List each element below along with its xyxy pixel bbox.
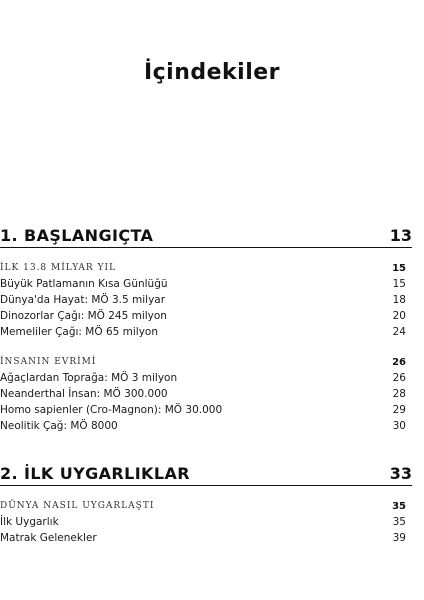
section-title: İLK 13.8 MİLYAR YIL: [0, 263, 117, 273]
section-title: DÜNYA NASIL UYGARLAŞTI: [0, 501, 155, 511]
section-title: İNSANIN EVRİMİ: [0, 357, 97, 367]
section-insanin-evrimi: [0, 356, 412, 435]
entry-page-number: 29: [392, 404, 406, 416]
entry-title: Matrak Gelenekler: [0, 532, 97, 544]
entry-title: Büyük Patlamanın Kısa Günlüğü: [0, 278, 168, 290]
section-page-number: 26: [392, 357, 406, 368]
entry-page-number: 20: [392, 310, 406, 322]
entry-title: Dünya'da Hayat: MÖ 3.5 milyar: [0, 294, 166, 306]
toc-entry[interactable]: [0, 371, 412, 387]
entry-title: Neolitik Çağ: MÖ 8000: [0, 420, 118, 432]
chapter-title: 1. BAŞLANGIÇTA: [0, 226, 154, 245]
section-heading: [0, 356, 412, 371]
section-page-number: 15: [392, 263, 406, 274]
entry-page-number: 30: [392, 420, 406, 432]
chapter-page-number: 33: [389, 464, 412, 483]
chapter-title: 2. İLK UYGARLIKLAR: [0, 464, 190, 483]
entry-title: İlk Uygarlık: [0, 516, 59, 528]
chapter-page-number: 13: [389, 226, 412, 245]
entry-page-number: 24: [392, 326, 406, 338]
entry-page-number: 18: [392, 294, 406, 306]
section-heading: [0, 262, 412, 277]
toc-entry[interactable]: [0, 293, 412, 309]
entry-page-number: 15: [392, 278, 406, 290]
toc-entry[interactable]: [0, 387, 412, 403]
section-dunya-nasil-uygarlasti: [0, 500, 412, 547]
entry-title: Ağaçlardan Toprağa: MÖ 3 milyon: [0, 372, 178, 384]
chapter-2: [0, 464, 412, 486]
entry-page-number: 35: [392, 516, 406, 528]
toc-entry[interactable]: [0, 515, 412, 531]
entry-page-number: 26: [392, 372, 406, 384]
toc-entry[interactable]: [0, 419, 412, 435]
page-title: İçindekiler: [143, 60, 281, 85]
chapter-1: [0, 226, 412, 248]
toc-entry[interactable]: [0, 277, 412, 293]
chapter-heading: [0, 464, 412, 486]
entry-title: Homo sapienler (Cro-Magnon): MÖ 30.000: [0, 404, 223, 416]
entry-title: Neanderthal İnsan: MÖ 300.000: [0, 388, 168, 400]
entry-title: Dinozorlar Çağı: MÖ 245 milyon: [0, 310, 167, 322]
toc-entry[interactable]: [0, 325, 412, 341]
section-heading: [0, 500, 412, 515]
entry-page-number: 39: [392, 532, 406, 544]
toc-entry[interactable]: [0, 309, 412, 325]
entry-page-number: 28: [392, 388, 406, 400]
chapter-heading: [0, 226, 412, 248]
toc-entry[interactable]: [0, 403, 412, 419]
section-page-number: 35: [392, 501, 406, 512]
entry-title: Memeliler Çağı: MÖ 65 milyon: [0, 326, 159, 338]
toc-entry[interactable]: [0, 531, 412, 547]
section-ilk-milyar-yil: [0, 262, 412, 341]
